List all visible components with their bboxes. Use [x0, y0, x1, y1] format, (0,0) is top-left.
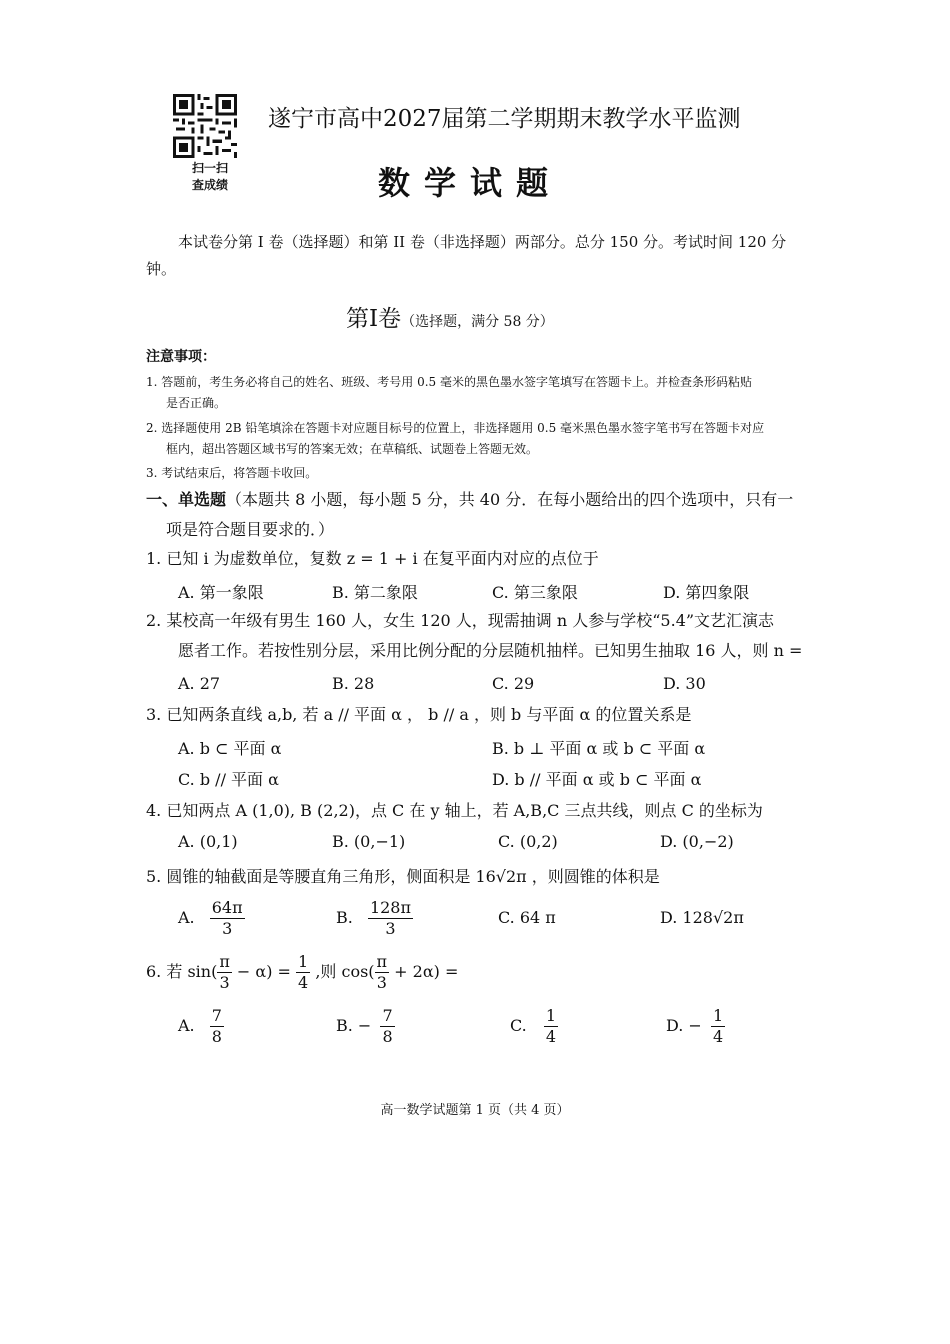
q2-stem-line-2: 愿者工作。若按性别分层，采用比例分配的分层随机抽样。已知男生抽取 16 人，则 n = — [178, 641, 803, 660]
q2-option-d: D. 30 — [663, 674, 706, 693]
section-desc-cont: 项是符合题目要求的．） — [166, 520, 335, 539]
q6-stem-text: 6. 若 sin( — [146, 962, 218, 981]
option-label: A. — [178, 1016, 195, 1035]
notice-item-3 — [146, 463, 806, 484]
denominator: 4 — [712, 1027, 724, 1046]
q3-option-a: A. b ⊂ 平面 α — [178, 739, 282, 758]
qr-code-icon[interactable] — [173, 94, 237, 158]
q2-option-a: A. 27 — [178, 674, 221, 693]
denominator: 3 — [385, 919, 396, 938]
notice-line: 3. 考试结束后，将答题卡收回。 — [146, 466, 318, 480]
option-label: B. — [336, 908, 353, 927]
question-1-stem: 1. 已知 i 为虚数单位，复数 z = 1 + i 在复平面内对应的点位于 — [146, 549, 599, 568]
numerator: 1 — [712, 1006, 724, 1025]
section-lead: 一、单选题 — [146, 490, 227, 509]
subject-title: 数学试题 — [378, 164, 563, 202]
notice-line: 2. 选择题使用 2B 铅笔填涂在答题卡对应题目标号的位置上，非选择题用 0.5 毫米黑色墨水签字笔书写在答题卡对应 — [146, 421, 765, 435]
fraction — [368, 898, 413, 939]
q2-stem-line-1: 2. 某校高一年级有男生 160 人，女生 120 人，现需抽调 n 人参与学校“5.4”文艺汇演志 — [146, 611, 775, 630]
q4-option-a: A. (0,1) — [178, 832, 238, 851]
fraction — [711, 1006, 725, 1047]
denominator: 4 — [298, 973, 309, 992]
numerator: π — [376, 952, 388, 971]
exam-title: 遂宁市高中2027届第二学期期末教学水平监测 — [268, 106, 741, 132]
fraction — [217, 952, 232, 993]
denominator: 3 — [376, 973, 387, 992]
part-1-title: 第Ⅰ卷 — [346, 306, 402, 332]
fraction — [210, 1006, 224, 1047]
q6-stem-text: + 2α) = — [389, 962, 459, 981]
numerator: 7 — [382, 1006, 393, 1025]
q4-option-c: C. (0,2) — [498, 832, 558, 851]
q1-option-b: B. 第二象限 — [332, 583, 418, 602]
q6-stem-text: ,则 cos( — [310, 962, 375, 981]
question-3-stem: 3. 已知两条直线 a,b, 若 a // 平面 α ， b // a ，则 b 与平面 α 的位置关系是 — [146, 705, 692, 724]
numerator: 1 — [298, 952, 309, 971]
notice-line: 是否正确。 — [166, 396, 227, 410]
fraction — [210, 898, 245, 939]
q3-option-b: B. b ⊥ 平面 α 或 b ⊂ 平面 α — [492, 739, 706, 758]
option-label: B. − — [336, 1016, 372, 1035]
page-footer: 高一数学试题第 1 页（共 4 页） — [380, 1103, 570, 1118]
denominator: 3 — [222, 919, 233, 938]
question-6-stem — [146, 952, 806, 993]
q6-option-d — [666, 1006, 725, 1047]
qr-caption-line-2: 查成绩 — [191, 178, 228, 192]
notice-line: 1. 答题前，考生务必将自己的姓名、班级、考号用 0.5 毫米的黑色墨水签字笔填写在答题卡上。并检查条形码粘贴 — [146, 375, 752, 389]
q1-option-c: C. 第三象限 — [492, 583, 578, 602]
q5-option-c: C. 64 π — [498, 908, 556, 927]
qr-caption-line-1: 扫一扫 — [191, 161, 228, 175]
q6-option-c — [510, 1006, 558, 1047]
q3-option-d: D. b // 平面 α 或 b ⊂ 平面 α — [492, 770, 702, 789]
q1-option-d: D. 第四象限 — [663, 583, 750, 602]
q6-option-a — [178, 1006, 224, 1047]
option-label: A. — [178, 908, 195, 927]
denominator: 3 — [219, 973, 230, 992]
notice-heading: 注意事项： — [146, 349, 216, 365]
q6-stem-text: − α) = — [231, 962, 297, 981]
notice-item-2 — [146, 418, 806, 460]
part-1-heading — [346, 300, 554, 333]
denominator: 8 — [382, 1027, 393, 1046]
option-label: C. — [510, 1016, 527, 1035]
fraction — [296, 952, 310, 993]
denominator: 8 — [211, 1027, 222, 1046]
question-5-stem: 5. 圆锥的轴截面是等腰直角三角形，侧面积是 16√2π ，则圆锥的体积是 — [146, 867, 660, 886]
numerator: 7 — [211, 1006, 222, 1025]
denominator: 4 — [545, 1027, 557, 1046]
q5-option-a — [178, 898, 245, 939]
question-4-stem: 4. 已知两点 A (1,0), B (2,2)，点 C 在 y 轴上，若 A,B,C 三点共线，则点 C 的坐标为 — [146, 801, 763, 820]
numerator: 64π — [211, 898, 243, 917]
section-desc: （本题共 8 小题，每小题 5 分，共 40 分．在每小题给出的四个选项中，只有一 — [226, 490, 794, 509]
q5-option-d: D. 128√2π — [660, 908, 744, 927]
option-label: D. − — [666, 1016, 702, 1035]
q4-option-b: B. (0,−1) — [332, 832, 406, 851]
q2-option-b: B. 28 — [332, 674, 375, 693]
notice-line: 框内，超出答题区域书写的答案无效；在草稿纸、试题卷上答题无效。 — [166, 442, 539, 456]
q5-option-b — [336, 898, 413, 939]
section-1-header — [146, 485, 806, 545]
question-2-stem — [146, 606, 806, 666]
fraction — [380, 1006, 394, 1047]
fraction — [544, 1006, 558, 1047]
fraction — [375, 952, 390, 993]
notice-item-1 — [146, 372, 806, 414]
numerator: 128π — [369, 898, 411, 917]
intro-paragraph: 本试卷分第 I 卷（选择题）和第 II 卷（非选择题）两部分。总分 150 分。考试时间 120 分钟。 — [146, 233, 787, 278]
q4-option-d: D. (0,−2) — [660, 832, 734, 851]
numerator: π — [219, 952, 230, 971]
q1-option-a: A. 第一象限 — [178, 583, 264, 602]
q6-option-b — [336, 1006, 395, 1047]
q3-option-c: C. b // 平面 α — [178, 770, 279, 789]
qr-caption — [180, 160, 240, 194]
numerator: 1 — [545, 1006, 557, 1025]
q2-option-c: C. 29 — [492, 674, 535, 693]
part-1-subtitle: （选择题，满分 58 分） — [401, 314, 554, 330]
